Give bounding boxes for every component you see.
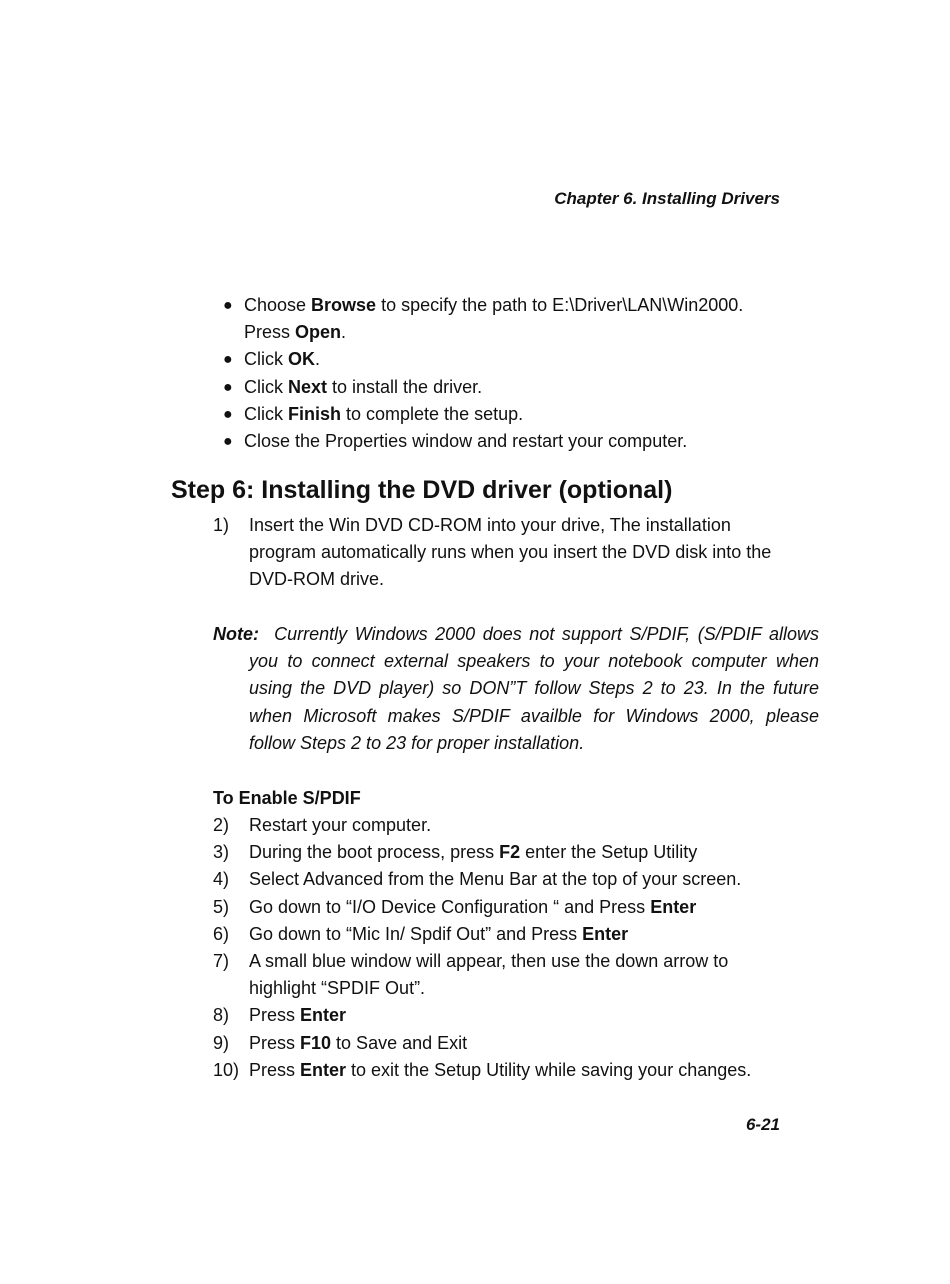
note-text: Currently Windows 2000 does not support S/PDIF, (S/PDIF allows you to connect external speakers to your notebook computer when using the DVD player) so DON”T follow Steps 2 to 23. In the future when Microsoft makes S/PDIF availble for Windows 2000, please follow Steps 2 to 23 for proper installation.	[249, 624, 819, 753]
item-number: 2)	[213, 815, 230, 835]
numbered-item	[213, 866, 783, 893]
bullet-text: Click Finish to complete the setup.	[244, 403, 524, 424]
bold-term: Enter	[300, 1059, 347, 1080]
numbered-item	[213, 1030, 783, 1057]
numbered-item	[213, 921, 783, 948]
note-label: Note:	[213, 624, 259, 644]
item-number: 6)	[213, 923, 230, 944]
item-text: A small blue window will appear, then use the down arrow to highlight “SPDIF Out”.	[249, 951, 729, 999]
bullet-text: Close the Properties window and restart your computer.	[244, 431, 688, 452]
item-text: Restart your computer.	[249, 815, 432, 835]
item-text: Go down to “I/O Device Configuration “ and Press Enter	[249, 896, 697, 917]
bold-term: F2	[499, 842, 521, 863]
item-text: Press Enter	[249, 1005, 347, 1026]
bold-term: Finish	[288, 403, 341, 424]
bullet-text: Click Next to install the driver.	[244, 376, 483, 397]
item-text: Insert the Win DVD CD-ROM into your drive, The installation program automatically runs when you insert the DVD disk into the DVD-ROM drive.	[249, 515, 772, 590]
bold-term: Browse	[311, 295, 377, 315]
bold-term: Enter	[650, 896, 697, 917]
section-heading: Step 6: Installing the DVD driver (optional)	[171, 476, 673, 504]
item-number: 5)	[213, 896, 230, 917]
item-text: Select Advanced from the Menu Bar at the top of your screen.	[249, 869, 742, 890]
bullet-item	[223, 401, 783, 428]
item-text: During the boot process, press F2 enter the Setup Utility	[249, 842, 698, 863]
page-number: 6-21	[745, 1115, 780, 1134]
bold-term: OK	[288, 349, 315, 370]
item-number: 4)	[213, 869, 230, 890]
item-text: Press F10 to Save and Exit	[249, 1032, 468, 1053]
numbered-item	[213, 839, 783, 866]
item-text: Go down to “Mic In/ Spdif Out” and Press Enter	[249, 923, 629, 944]
bold-term: Enter	[300, 1005, 347, 1026]
item-number: 3)	[213, 842, 230, 863]
item-number: 8)	[213, 1005, 230, 1026]
numbered-item	[213, 1057, 783, 1084]
bold-term: Open	[295, 322, 342, 343]
item-number: 10)	[213, 1059, 240, 1080]
spdif-steps-list	[213, 812, 783, 1084]
numbered-item	[213, 812, 783, 839]
item-number: 7)	[213, 951, 230, 972]
bold-term: Next	[288, 376, 328, 397]
bold-term: F10	[300, 1032, 332, 1053]
bullet-icon: ●	[223, 297, 233, 314]
bullet-icon: ●	[223, 351, 233, 369]
bullet-icon: ●	[223, 405, 233, 423]
numbered-item	[213, 948, 783, 1002]
bullet-item	[223, 374, 783, 401]
item-text: Press Enter to exit the Setup Utility while saving your changes.	[249, 1059, 752, 1080]
bold-term: Enter	[582, 923, 629, 944]
item-number: 1)	[213, 515, 230, 535]
step6-list	[213, 512, 783, 594]
bullet-icon: ●	[223, 378, 233, 396]
bullet-item	[223, 346, 783, 373]
bullet-icon: ●	[223, 433, 233, 451]
numbered-item	[213, 512, 783, 594]
chapter-header: Chapter 6. Installing Drivers	[554, 189, 780, 208]
bullet-item	[223, 428, 783, 455]
numbered-item	[213, 894, 783, 921]
bullet-item	[223, 292, 783, 346]
bullet-list	[223, 292, 783, 455]
numbered-item	[213, 1002, 783, 1029]
note-paragraph	[213, 621, 819, 757]
bullet-text: Click OK.	[244, 349, 321, 370]
bullet-text: Choose Browse to specify the path to E:\Driver\LAN\Win2000. Press Open.	[244, 295, 744, 343]
subsection-heading: To Enable S/PDIF	[213, 788, 361, 808]
item-number: 9)	[213, 1032, 230, 1053]
